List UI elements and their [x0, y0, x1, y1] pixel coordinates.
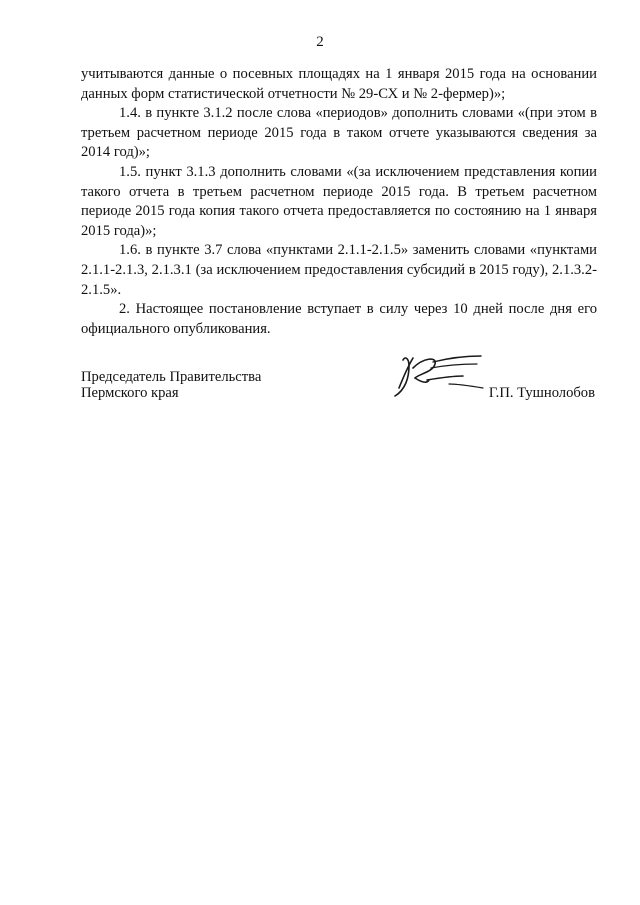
signer-position-line1: Председатель Правительства — [81, 369, 262, 385]
paragraph-item-2: 2. Настоящее постановление вступает в силу через 10 дней после дня его официального опубликования. — [81, 301, 597, 337]
signer-position — [81, 370, 261, 401]
handwritten-signature — [389, 348, 485, 400]
paragraph-item-1-4: 1.4. в пункте 3.1.2 после слова «периодов» дополнить словами «(при этом в третьем расчетном периоде 2015 года в таком отчете указываются сведения за 2014 год)»; — [81, 105, 597, 161]
signature-block — [81, 370, 597, 410]
signer-position-line2: Пермского края — [81, 384, 179, 401]
page-number: 2 — [316, 34, 324, 50]
paragraph-item-1-5: 1.5. пункт 3.1.3 дополнить словами «(за исключением представления копии такого отчета в третьем расчетном периоде 2015 года. В третьем расчетном периоде 2015 года копия такого отчета предоставляется по состоянию на 1 января 2015 года)»; — [81, 163, 597, 239]
document-body — [81, 65, 597, 339]
paragraph-continuation: учитываются данные о посевных площадях на 1 января 2015 года на основании данных форм статистической отчетности № 29-СХ и № 2-фермер)»; — [81, 66, 597, 102]
signer-name: Г.П. Тушнолобов — [488, 384, 595, 401]
paragraph-item-1-6: 1.6. в пункте 3.7 слова «пунктами 2.1.1-2.1.5» заменить словами «пунктами 2.1.1-2.1.3, 2.1.3.1 (за исключением предоставления субсидий в 2015 году), 2.1.3.2-2.1.5». — [81, 242, 597, 298]
